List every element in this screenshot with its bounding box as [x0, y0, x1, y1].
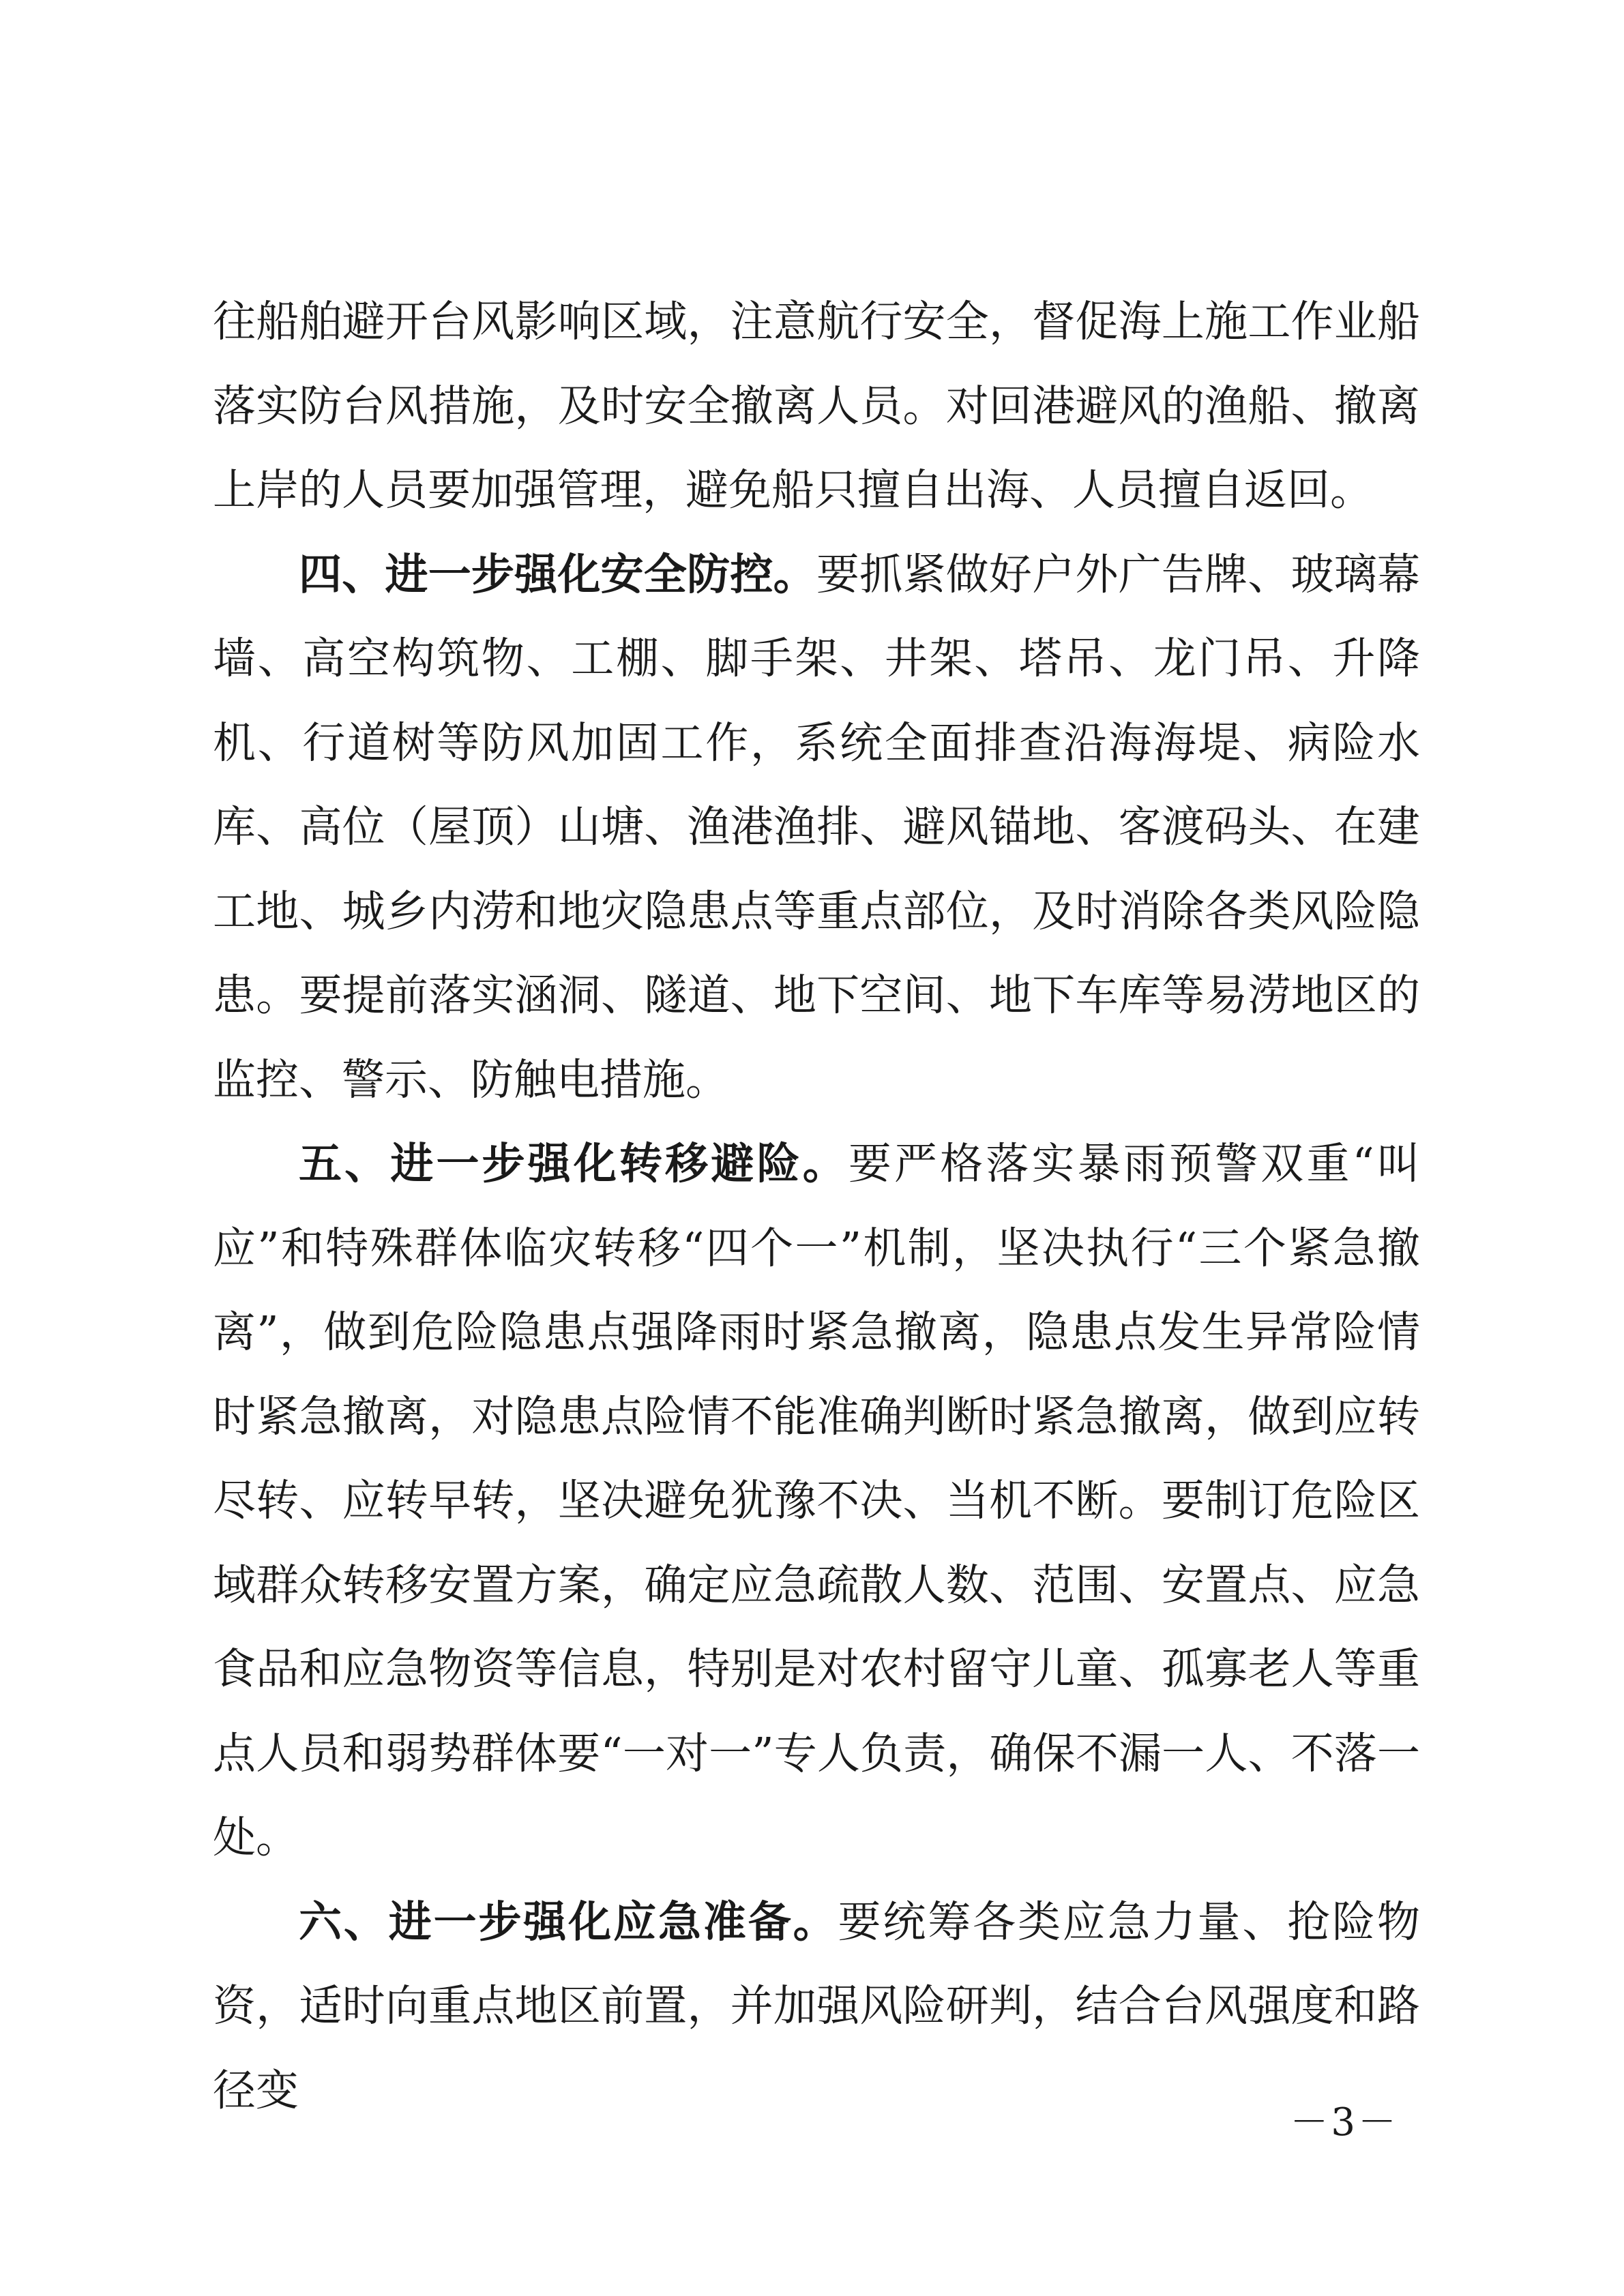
section-heading: 四、进一步强化安全防控。: [299, 549, 816, 599]
paragraph-text: 要抓紧做好户外广告牌、玻璃幕墙、高空构筑物、工棚、脚手架、井架、塔吊、龙门吊、升降机、行道树等防风加固工作，系统全面排查沿海海堤、病险水库、高位（屋顶）山塘、渔港渔排、避风锚地、客渡码头、在建工地、城乡内涝和地灾隐患点等重点部位，及时消除各类风险隐患。要提前落实涵洞、隧道、地下空间、地下车库等易涝地区的监控、警示、防触电措施。: [213, 549, 1421, 1105]
section-heading: 五、进一步强化转移避险。: [299, 1139, 848, 1189]
paragraph-continuation: [213, 280, 1420, 533]
section-heading: 六、进一步强化应急准备。: [299, 1896, 838, 1947]
paragraph-section-four: [213, 533, 1420, 1122]
paragraph-text: 要严格落实暴雨预警双重“叫应”和特殊群体临灾转移“四个一”机制，坚决执行“三个紧急撤离”，做到危险隐患点强降雨时紧急撤离，隐患点发生异常险情时紧急撤离，对隐患点险情不能准确判断时紧急撤离，做到应转尽转、应转早转，坚决避免犹豫不决、当机不断。要制订危险区域群众转移安置方案，确定应急疏散人数、范围、安置点、应急食品和应急物资等信息，特别是对农村留守儿童、孤寡老人等重点人员和弱势群体要“一对一”专人负责，确保不漏一人、不落一处。: [213, 1139, 1420, 1862]
paragraph-section-six: [213, 1880, 1420, 2133]
paragraph-section-five: [213, 1122, 1420, 1880]
document-body: [213, 280, 1420, 2132]
paragraph-text: 要统筹各类应急力量、抢险物资，适时向重点地区前置，并加强风险研判，结合台风强度和路径变: [213, 1896, 1420, 2115]
page-number: －3－: [1290, 2100, 1399, 2145]
paragraph-text: 往船舶避开台风影响区域，注意航行安全，督促海上施工作业船落实防台风措施，及时安全撤离人员。对回港避风的渔船、撤离上岸的人员要加强管理，避免船只擅自出海、人员擅自返回。: [213, 297, 1420, 515]
